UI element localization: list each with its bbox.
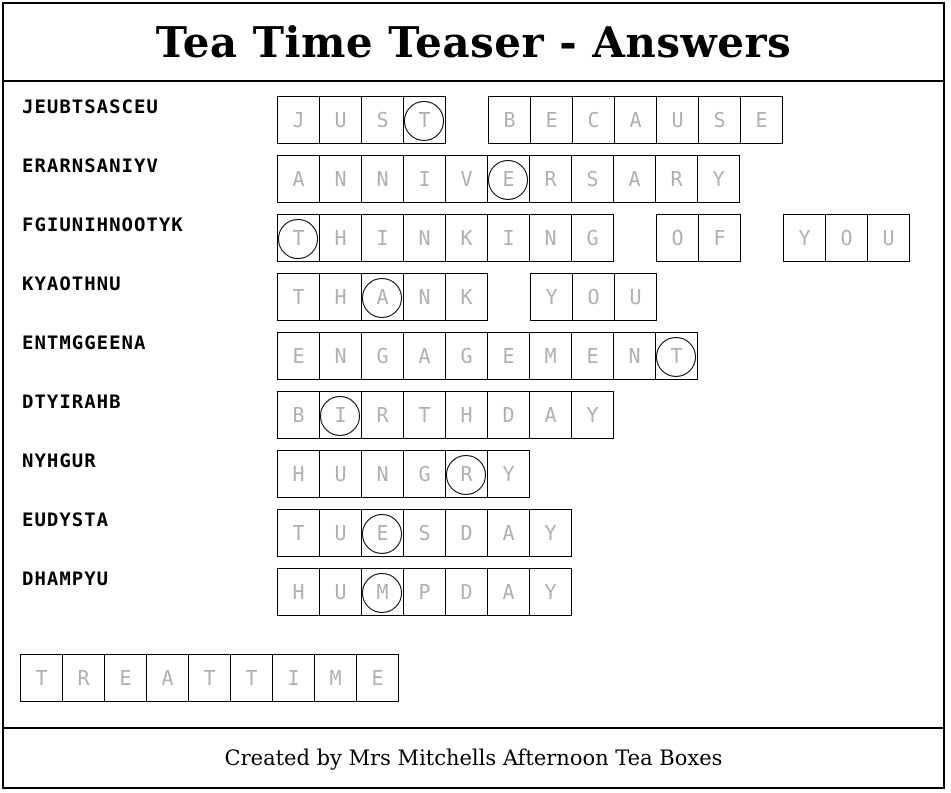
letter-box: Y: [571, 391, 614, 439]
letter-box: N: [529, 214, 572, 262]
scrambled-word: NYHGUR: [22, 450, 97, 472]
letter-box: T: [403, 96, 446, 144]
letter-box: S: [698, 96, 741, 144]
answer-word: [277, 96, 445, 144]
letter-box: T: [655, 332, 698, 380]
letter-box: A: [146, 654, 189, 702]
letter-box: G: [445, 332, 488, 380]
letter-box: N: [613, 332, 656, 380]
puzzle-row: [0, 96, 951, 144]
letter-box: I: [403, 155, 446, 203]
scrambled-word: DTYIRAHB: [22, 391, 122, 413]
scrambled-word: KYAOTHNU: [22, 273, 122, 295]
puzzle-row: [0, 391, 951, 439]
letter-box: A: [487, 568, 530, 616]
letter-box: N: [361, 155, 404, 203]
page-title: Tea Time Teaser - Answers: [155, 17, 792, 67]
letter-box: U: [319, 568, 362, 616]
letter-box: Y: [530, 273, 573, 321]
letter-box: K: [445, 214, 488, 262]
letter-box: E: [104, 654, 147, 702]
letter-box: E: [361, 509, 404, 557]
letter-box: E: [277, 332, 320, 380]
letter-box: N: [403, 214, 446, 262]
scrambled-word: JEUBTSASCEU: [22, 96, 159, 118]
letter-box: U: [867, 214, 910, 262]
answer-word: [277, 568, 571, 616]
letter-box: A: [277, 155, 320, 203]
final-answer-word: [20, 654, 398, 702]
letter-box: G: [571, 214, 614, 262]
letter-box: U: [319, 450, 362, 498]
letter-box: T: [277, 509, 320, 557]
letter-box: A: [613, 155, 656, 203]
letter-box: C: [572, 96, 615, 144]
letter-box: E: [356, 654, 399, 702]
letter-box: E: [487, 155, 530, 203]
puzzle-row: [0, 332, 951, 380]
letter-box: J: [277, 96, 320, 144]
letter-box: D: [487, 391, 530, 439]
letter-box: U: [319, 96, 362, 144]
puzzle-row: [0, 450, 951, 498]
letter-box: R: [445, 450, 488, 498]
letter-box: M: [529, 332, 572, 380]
letter-box: Y: [529, 568, 572, 616]
letter-box: K: [445, 273, 488, 321]
letter-box: S: [361, 96, 404, 144]
answer-word: [277, 450, 529, 498]
letter-box: V: [445, 155, 488, 203]
header: [4, 4, 943, 82]
credit-line: Created by Mrs Mitchells Afternoon Tea Boxes: [224, 746, 723, 770]
letter-box: P: [403, 568, 446, 616]
letter-box: I: [487, 214, 530, 262]
letter-box: U: [319, 509, 362, 557]
letter-box: E: [530, 96, 573, 144]
puzzle-row: [0, 568, 951, 616]
letter-box: N: [319, 332, 362, 380]
letter-box: I: [272, 654, 315, 702]
letter-box: F: [698, 214, 741, 262]
letter-box: Y: [783, 214, 826, 262]
letter-box: S: [571, 155, 614, 203]
letter-box: B: [488, 96, 531, 144]
answer-word: [277, 509, 571, 557]
letter-box: H: [277, 450, 320, 498]
answer-word: [277, 273, 487, 321]
letter-box: O: [572, 273, 615, 321]
letter-box: A: [487, 509, 530, 557]
letter-box: Y: [529, 509, 572, 557]
letter-box: H: [319, 273, 362, 321]
letter-box: B: [277, 391, 320, 439]
answer-word: [530, 273, 656, 321]
letter-box: T: [20, 654, 63, 702]
answer-word: [783, 214, 909, 262]
letter-box: N: [319, 155, 362, 203]
letter-box: R: [361, 391, 404, 439]
answer-word: [488, 96, 782, 144]
letter-box: O: [656, 214, 699, 262]
scrambled-word: ENTMGGEENA: [22, 332, 147, 354]
letter-box: R: [62, 654, 105, 702]
letter-box: T: [230, 654, 273, 702]
letter-box: D: [445, 509, 488, 557]
puzzle-row: [0, 155, 951, 203]
letter-box: R: [529, 155, 572, 203]
letter-box: S: [403, 509, 446, 557]
answer-word: [277, 332, 697, 380]
scrambled-word: ERARNSANIYV: [22, 155, 159, 177]
answer-word: [656, 214, 740, 262]
letter-box: Y: [487, 450, 530, 498]
footer: [4, 727, 943, 787]
letter-box: N: [361, 450, 404, 498]
letter-box: A: [614, 96, 657, 144]
answer-word: [277, 214, 613, 262]
letter-box: I: [361, 214, 404, 262]
puzzle-row: [0, 509, 951, 557]
letter-box: E: [487, 332, 530, 380]
letter-box: T: [188, 654, 231, 702]
letter-box: U: [656, 96, 699, 144]
answer-word: [277, 155, 739, 203]
letter-box: M: [314, 654, 357, 702]
scrambled-word: FGIUNIHNOOTYK: [22, 214, 184, 236]
letter-box: D: [445, 568, 488, 616]
letter-box: E: [571, 332, 614, 380]
letter-box: U: [614, 273, 657, 321]
letter-box: G: [361, 332, 404, 380]
letter-box: H: [319, 214, 362, 262]
letter-box: A: [529, 391, 572, 439]
answer-word: [277, 391, 613, 439]
letter-box: A: [403, 332, 446, 380]
letter-box: H: [277, 568, 320, 616]
letter-box: Y: [697, 155, 740, 203]
letter-box: R: [655, 155, 698, 203]
puzzle-row: [0, 273, 951, 321]
letter-box: E: [740, 96, 783, 144]
letter-box: T: [277, 214, 320, 262]
letter-box: I: [319, 391, 362, 439]
puzzle-row: [0, 214, 951, 262]
letter-box: N: [403, 273, 446, 321]
letter-box: A: [361, 273, 404, 321]
letter-box: H: [445, 391, 488, 439]
letter-box: T: [277, 273, 320, 321]
letter-box: O: [825, 214, 868, 262]
scrambled-word: EUDYSTA: [22, 509, 110, 531]
scrambled-word: DHAMPYU: [22, 568, 110, 590]
letter-box: T: [403, 391, 446, 439]
letter-box: M: [361, 568, 404, 616]
letter-box: G: [403, 450, 446, 498]
